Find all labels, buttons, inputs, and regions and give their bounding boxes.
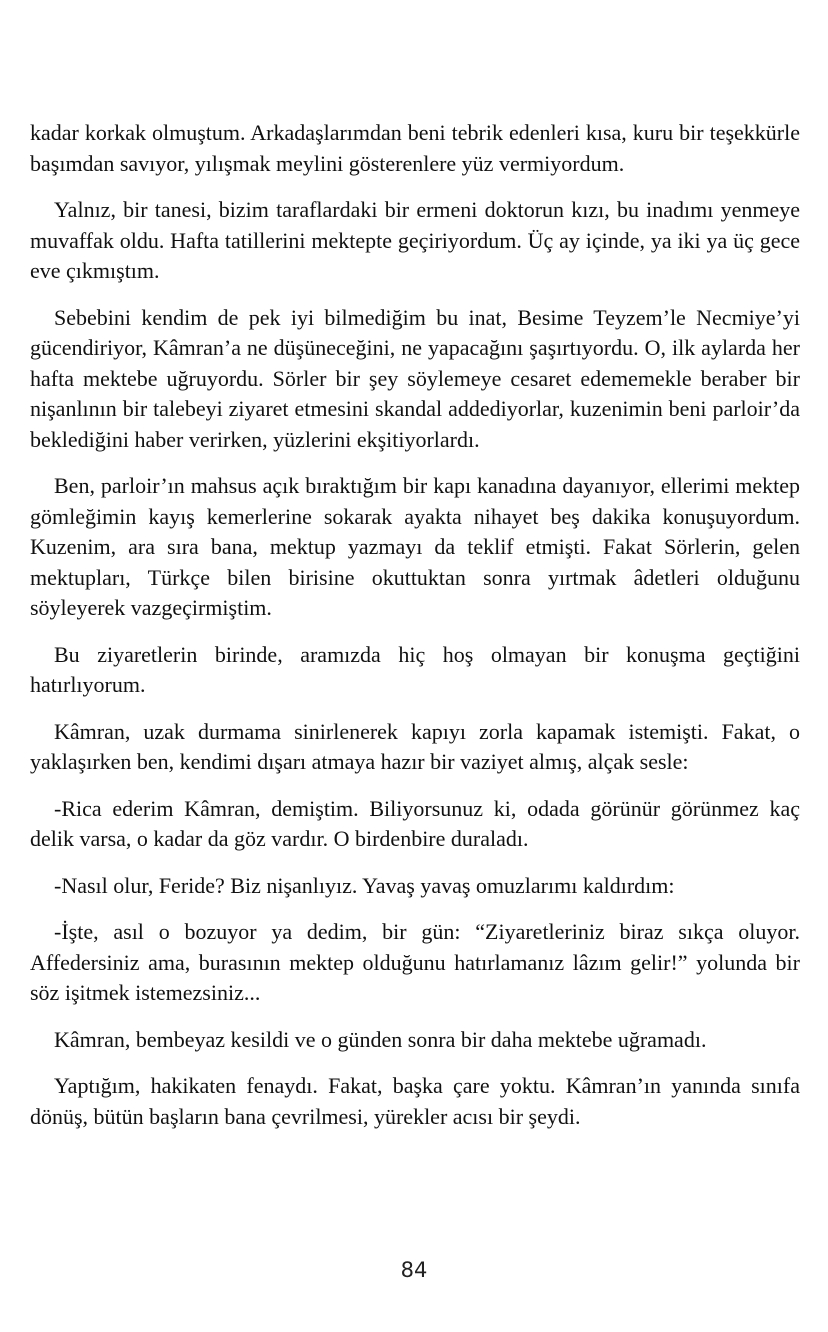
- page-number: 84: [400, 1258, 428, 1282]
- paragraph-6: Kâmran, uzak durmama sinirlenerek kapıyı zorla kapamak istemişti. Fakat, o yaklaşırken ben, kendimi dışarı atmaya hazır bir vaziyet almış, alçak sesle:: [30, 718, 800, 774]
- paragraph-10: Kâmran, bembeyaz kesildi ve o günden sonra bir daha mektebe uğramadı.: [54, 1026, 707, 1052]
- paragraph-3: Sebebini kendim de pek iyi bilmediğim bu inat, Besime Teyzem’le Necmiye’yi gücendiriyor, Kâmran’a ne düşüneceğini, ne yapacağını şaşırtıyordu. O, ilk aylarda her hafta mektebe uğruyordu. Sörler bir şey söylemeye cesaret edememekle beraber bir nişanlının bir talebeyi ziyaret etmesini skandal addediyorlar, kuzenimin beni parloir’da beklediğini haber verirken, yüzlerini ekşitiyorlardı.: [30, 304, 800, 452]
- page-body: [30, 118, 800, 1148]
- paragraph-1: kadar korkak olmuştum. Arkadaşlarımdan beni tebrik edenleri kısa, kuru bir teşekkürle başımdan savıyor, yılışmak meylini gösterenlere yüz vermiyordum.: [30, 120, 800, 176]
- paragraph-9: -İşte, asıl o bozuyor ya dedim, bir gün: “Ziyaretleriniz biraz sıkça oluyor. Affedersiniz ama, burasının mektep olduğunu hatırlamanız lâzım gelir!” yolunda bir söz işitmek istemezsiniz...: [30, 919, 800, 1005]
- paragraph-2: Yalnız, bir tanesi, bizim taraflardaki bir ermeni doktorun kızı, bu inadımı yenmeye muvaffak oldu. Hafta tatillerini mektepte geçiriyordum. Üç ay içinde, ya iki ya üç gece eve çıkmıştım.: [30, 197, 800, 283]
- paragraph-8: -Nasıl olur, Feride? Biz nişanlıyız. Yavaş yavaş omuzlarımı kaldırdım:: [54, 872, 675, 898]
- paragraph-7: -Rica ederim Kâmran, demiştim. Biliyorsunuz ki, odada görünür görünmez kaç delik varsa, o kadar da göz vardır. O birdenbire duraladı.: [30, 795, 800, 851]
- paragraph-4: Ben, parloir’ın mahsus açık bıraktığım bir kapı kanadına dayanıyor, ellerimi mektep gömleğimin kayış kemerlerine sokarak ayakta nihayet beş dakika konuşuyordum. Kuzenim, ara sıra bana, mektup yazmayı da teklif etmişti. Fakat Sörlerin, gelen mektupları, Türkçe bilen birisine okuttuktan sonra yırtmak âdetleri olduğunu söyleyerek vazgeçirmiştim.: [30, 473, 800, 620]
- paragraph-11: Yaptığım, hakikaten fenaydı. Fakat, başka çare yoktu. Kâmran’ın yanında sınıfa dönüş, bütün başların bana çevrilmesi, yürekler acısı bir şeydi.: [30, 1073, 800, 1129]
- paragraph-5: Bu ziyaretlerin birinde, aramızda hiç hoş olmayan bir konuşma geçtiğini hatırlıyorum.: [30, 641, 800, 697]
